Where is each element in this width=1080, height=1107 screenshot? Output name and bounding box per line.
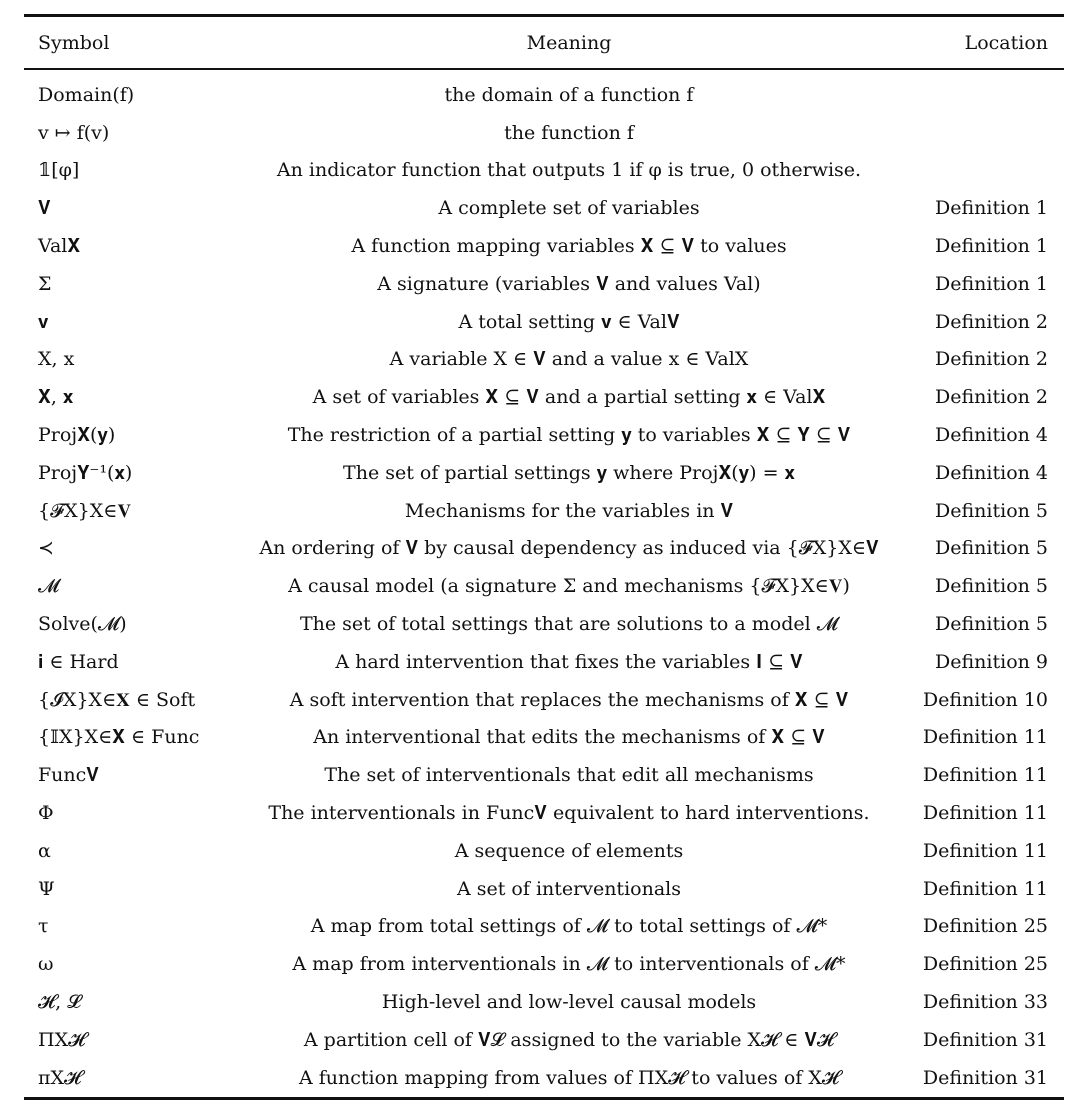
table-row [24, 227, 1064, 265]
table-row [24, 756, 1064, 794]
location-cell: Definition 31 [922, 1028, 1048, 1051]
meaning-cell: A function mapping from values of ΠX𝓗 to values of X𝓗 [298, 1066, 840, 1089]
symbol-cell: Σ [38, 272, 52, 295]
symbol-cell: Val𝐗 [38, 235, 81, 258]
meaning-cell: The interventionals in Func𝐕 equivalent to hard interventions. [268, 802, 870, 825]
symbol-cell: πX𝓗 [38, 1066, 82, 1089]
location-cell: Definition 5 [935, 499, 1048, 522]
table-row [24, 719, 1064, 757]
location-cell: Definition 2 [935, 386, 1048, 409]
meaning-cell: A total setting 𝐯 ∈ Val𝐕 [458, 310, 680, 333]
symbol-cell: 𝐢 ∈ Hard [38, 650, 119, 673]
notation-table [24, 17, 1064, 68]
table-row [24, 832, 1064, 870]
symbol-cell: Φ [38, 802, 54, 825]
meaning-cell: the domain of a function f [444, 83, 694, 106]
location-cell: Definition 11 [922, 802, 1048, 825]
symbol-cell: v ↦ f(v) [38, 121, 110, 144]
table-row [24, 681, 1064, 719]
location-cell: Definition 11 [922, 726, 1048, 749]
location-cell: Definition 2 [935, 310, 1048, 333]
meaning-cell: A set of variables 𝐗 ⊆ 𝐕 and a partial setting 𝐱 ∈ Val𝐗 [312, 386, 826, 409]
table-row [24, 152, 1064, 190]
table-row [24, 189, 1064, 227]
symbol-cell: {𝓘X}X∈𝐗 ∈ Soft [38, 688, 196, 711]
symbol-cell: {𝕀X}X∈𝐗 ∈ Func [38, 726, 200, 749]
table-row [24, 567, 1064, 605]
bottom-rule [24, 1097, 1064, 1100]
symbol-cell: 𝐕 [38, 197, 51, 220]
header-meaning: Meaning [526, 31, 612, 54]
table-row [24, 643, 1064, 681]
location-cell: Definition 31 [922, 1066, 1048, 1089]
meaning-cell: A map from total settings of 𝓜 to total settings of 𝓜* [310, 915, 828, 938]
symbol-cell: τ [38, 915, 49, 938]
symbol-cell: Func𝐕 [38, 764, 99, 787]
meaning-cell: An indicator function that outputs 1 if φ is true, 0 otherwise. [276, 159, 862, 182]
meaning-cell: High-level and low-level causal models [381, 991, 757, 1014]
meaning-cell: The set of interventionals that edit all mechanisms [324, 764, 814, 787]
table-row [24, 454, 1064, 492]
location-cell: Definition 11 [922, 877, 1048, 900]
meaning-cell: Mechanisms for the variables in 𝐕 [404, 499, 734, 522]
meaning-cell: A sequence of elements [454, 839, 684, 862]
location-cell: Definition 10 [922, 688, 1048, 711]
meaning-cell: The set of partial settings 𝐲 where Proj𝐗(𝐲) = 𝐱 [343, 461, 795, 484]
table-row [24, 378, 1064, 416]
location-cell: Definition 4 [935, 461, 1048, 484]
header-symbol: Symbol [38, 31, 110, 54]
table-row [24, 530, 1064, 568]
table-row [24, 303, 1064, 341]
location-cell: Definition 1 [935, 272, 1048, 295]
meaning-cell: A partition cell of 𝐕𝓛 assigned to the variable X𝓗 ∈ 𝐕𝓗 [303, 1028, 835, 1051]
table-row [24, 945, 1064, 983]
symbol-cell: 𝐯 [38, 310, 49, 333]
table-row [24, 341, 1064, 379]
table-row [24, 908, 1064, 946]
table-row [24, 1021, 1064, 1059]
table-row [24, 114, 1064, 152]
symbol-cell: Proj𝐘⁻¹(𝐱) [38, 461, 133, 484]
table-row [24, 983, 1064, 1021]
table-row [24, 870, 1064, 908]
location-cell: Definition 5 [935, 575, 1048, 598]
symbol-cell: 𝓗, 𝓛 [38, 991, 82, 1014]
meaning-cell: A signature (variables 𝐕 and values Val) [377, 272, 761, 295]
meaning-cell: The restriction of a partial setting 𝐲 to variables 𝐗 ⊆ 𝐘 ⊆ 𝐕 [287, 424, 851, 447]
meaning-cell: A variable X ∈ 𝐕 and a value x ∈ ValX [389, 348, 749, 371]
meaning-cell: A map from interventionals in 𝓜 to interventionals of 𝓜* [292, 953, 846, 976]
header-row [24, 17, 1064, 68]
location-cell: Definition 1 [935, 197, 1048, 220]
location-cell: Definition 5 [935, 537, 1048, 560]
location-cell: Definition 11 [922, 764, 1048, 787]
table-row [24, 605, 1064, 643]
meaning-cell: An ordering of 𝐕 by causal dependency as induced via {𝓕X}X∈𝐕 [259, 537, 879, 560]
symbol-cell: 𝐗, 𝐱 [38, 386, 74, 409]
symbol-cell: X, x [38, 348, 75, 371]
notation-table-container [24, 14, 1064, 1100]
location-cell: Definition 5 [935, 613, 1048, 636]
header-location: Location [964, 31, 1048, 54]
location-cell: Definition 11 [922, 839, 1048, 862]
symbol-cell: {𝓕X}X∈𝐕 [38, 499, 132, 522]
meaning-cell: A complete set of variables [438, 197, 700, 220]
symbol-cell: ΠX𝓗 [38, 1028, 86, 1051]
location-cell: Definition 25 [922, 915, 1048, 938]
symbol-cell: 𝟙[φ] [38, 159, 80, 182]
location-cell [904, 114, 1064, 152]
table-row [24, 794, 1064, 832]
table-row [24, 265, 1064, 303]
location-cell: Definition 2 [935, 348, 1048, 371]
symbol-cell: Ψ [38, 877, 55, 900]
location-cell [904, 152, 1064, 190]
meaning-cell: An interventional that edits the mechanisms of 𝐗 ⊆ 𝐕 [313, 726, 825, 749]
symbol-cell: Solve(𝓜) [38, 613, 127, 636]
location-cell: Definition 1 [935, 235, 1048, 258]
meaning-cell: A soft intervention that replaces the mechanisms of 𝐗 ⊆ 𝐕 [289, 688, 849, 711]
location-cell: Definition 25 [922, 953, 1048, 976]
symbol-cell: Proj𝐗(𝐲) [38, 424, 116, 447]
location-cell: Definition 4 [935, 424, 1048, 447]
location-cell [904, 70, 1064, 114]
meaning-cell: A hard intervention that fixes the variables 𝐈 ⊆ 𝐕 [335, 650, 803, 673]
meaning-cell: the function f [504, 121, 634, 144]
symbol-cell: ω [38, 953, 54, 976]
symbol-cell: Domain(f) [38, 83, 135, 106]
symbol-cell: 𝓜 [38, 575, 60, 598]
symbol-cell: α [38, 839, 51, 862]
meaning-cell: A function mapping variables 𝐗 ⊆ 𝐕 to values [351, 235, 787, 258]
meaning-cell: The set of total settings that are solutions to a model 𝓜 [299, 613, 839, 636]
table-row [24, 1059, 1064, 1097]
meaning-cell: A causal model (a signature Σ and mechanisms {𝓕X}X∈𝐕) [288, 575, 850, 598]
table-row [24, 70, 1064, 114]
table-row [24, 416, 1064, 454]
meaning-cell: A set of interventionals [457, 877, 681, 900]
location-cell: Definition 9 [935, 650, 1048, 673]
symbol-cell: ≺ [38, 537, 54, 560]
location-cell: Definition 33 [922, 991, 1048, 1014]
notation-table-body [24, 70, 1064, 1097]
table-row [24, 492, 1064, 530]
